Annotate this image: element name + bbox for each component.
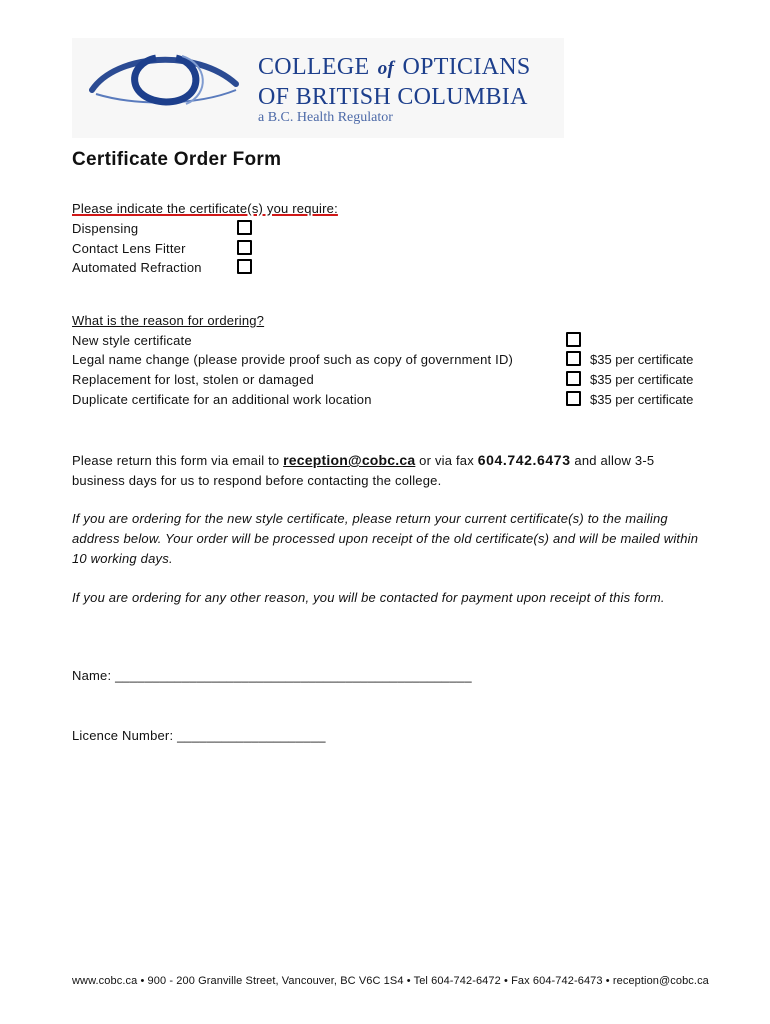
checkbox-replacement[interactable]: [566, 371, 581, 386]
logo-word-college: COLLEGE: [258, 54, 370, 80]
other-reason-note: If you are ordering for any other reason, you will be contacted for payment upon receipt of this form.: [72, 590, 665, 605]
reason-name-change-label: Legal name change (please provide proof such as copy of government ID): [72, 352, 514, 367]
email-link[interactable]: reception@cobc.ca: [283, 452, 416, 468]
price-replacement: $35 per certificate: [590, 372, 694, 387]
new-style-note: If you are ordering for the new style certificate, please return your current certificate(s) to the mailing address below. Your order will be processed upon receipt of the old certificate(s) and will be mailed within 10 working days.: [72, 511, 699, 566]
logo-word-of: of: [377, 58, 395, 79]
licence-label: Licence Number:: [72, 728, 174, 743]
reason-new-style-label: New style certificate: [72, 333, 192, 348]
logo-subtitle: a B.C. Health Regulator: [258, 110, 393, 125]
licence-input-line[interactable]: ____________________: [177, 728, 326, 743]
checkbox-duplicate[interactable]: [566, 391, 581, 406]
checkbox-new-style[interactable]: [566, 332, 581, 347]
option-dispensing-label: Dispensing: [72, 221, 139, 236]
reason-replacement-label: Replacement for lost, stolen or damaged: [72, 372, 314, 387]
checkbox-automated-refraction[interactable]: [237, 259, 252, 274]
reason-prompt: What is the reason for ordering?: [72, 313, 265, 328]
reason-duplicate-label: Duplicate certificate for an additional work location: [72, 392, 372, 407]
footer-contact: www.cobc.ca • 900 - 200 Granville Street, Vancouver, BC V6C 1S4 • Tel 604-742-6472 • Fax 604-742-6473 • reception@cobc.ca: [72, 975, 709, 987]
checkbox-dispensing[interactable]: [237, 220, 252, 235]
licence-field[interactable]: [72, 728, 326, 743]
name-label: Name:: [72, 668, 112, 683]
return-text-1: Please return this form via email to: [72, 453, 284, 468]
price-duplicate: $35 per certificate: [590, 392, 694, 407]
return-text-2: or via fax: [415, 453, 478, 468]
option-contact-lens-label: Contact Lens Fitter: [72, 241, 186, 256]
college-logo: [72, 38, 564, 138]
certificate-prompt: Please indicate the certificate(s) you require:: [72, 201, 338, 216]
name-field[interactable]: [72, 668, 472, 683]
checkbox-contact-lens-fitter[interactable]: [237, 240, 252, 255]
fax-number: 604.742.6473: [477, 452, 571, 468]
checkbox-name-change[interactable]: [566, 351, 581, 366]
logo-line-1: [258, 54, 531, 81]
option-automated-refraction-label: Automated Refraction: [72, 260, 202, 275]
return-instructions: [72, 450, 702, 491]
logo-line-2: OF BRITISH COLUMBIA: [258, 84, 528, 110]
eye-logo-icon: [86, 50, 246, 114]
form-title: Certificate Order Form: [72, 149, 282, 170]
return-text-3: and allow 3-5 business days for us to respond before contacting the college.: [72, 453, 655, 488]
logo-word-opticians: OPTICIANS: [402, 54, 531, 80]
name-input-line[interactable]: ________________________________________________: [115, 668, 472, 683]
price-name-change: $35 per certificate: [590, 352, 694, 367]
